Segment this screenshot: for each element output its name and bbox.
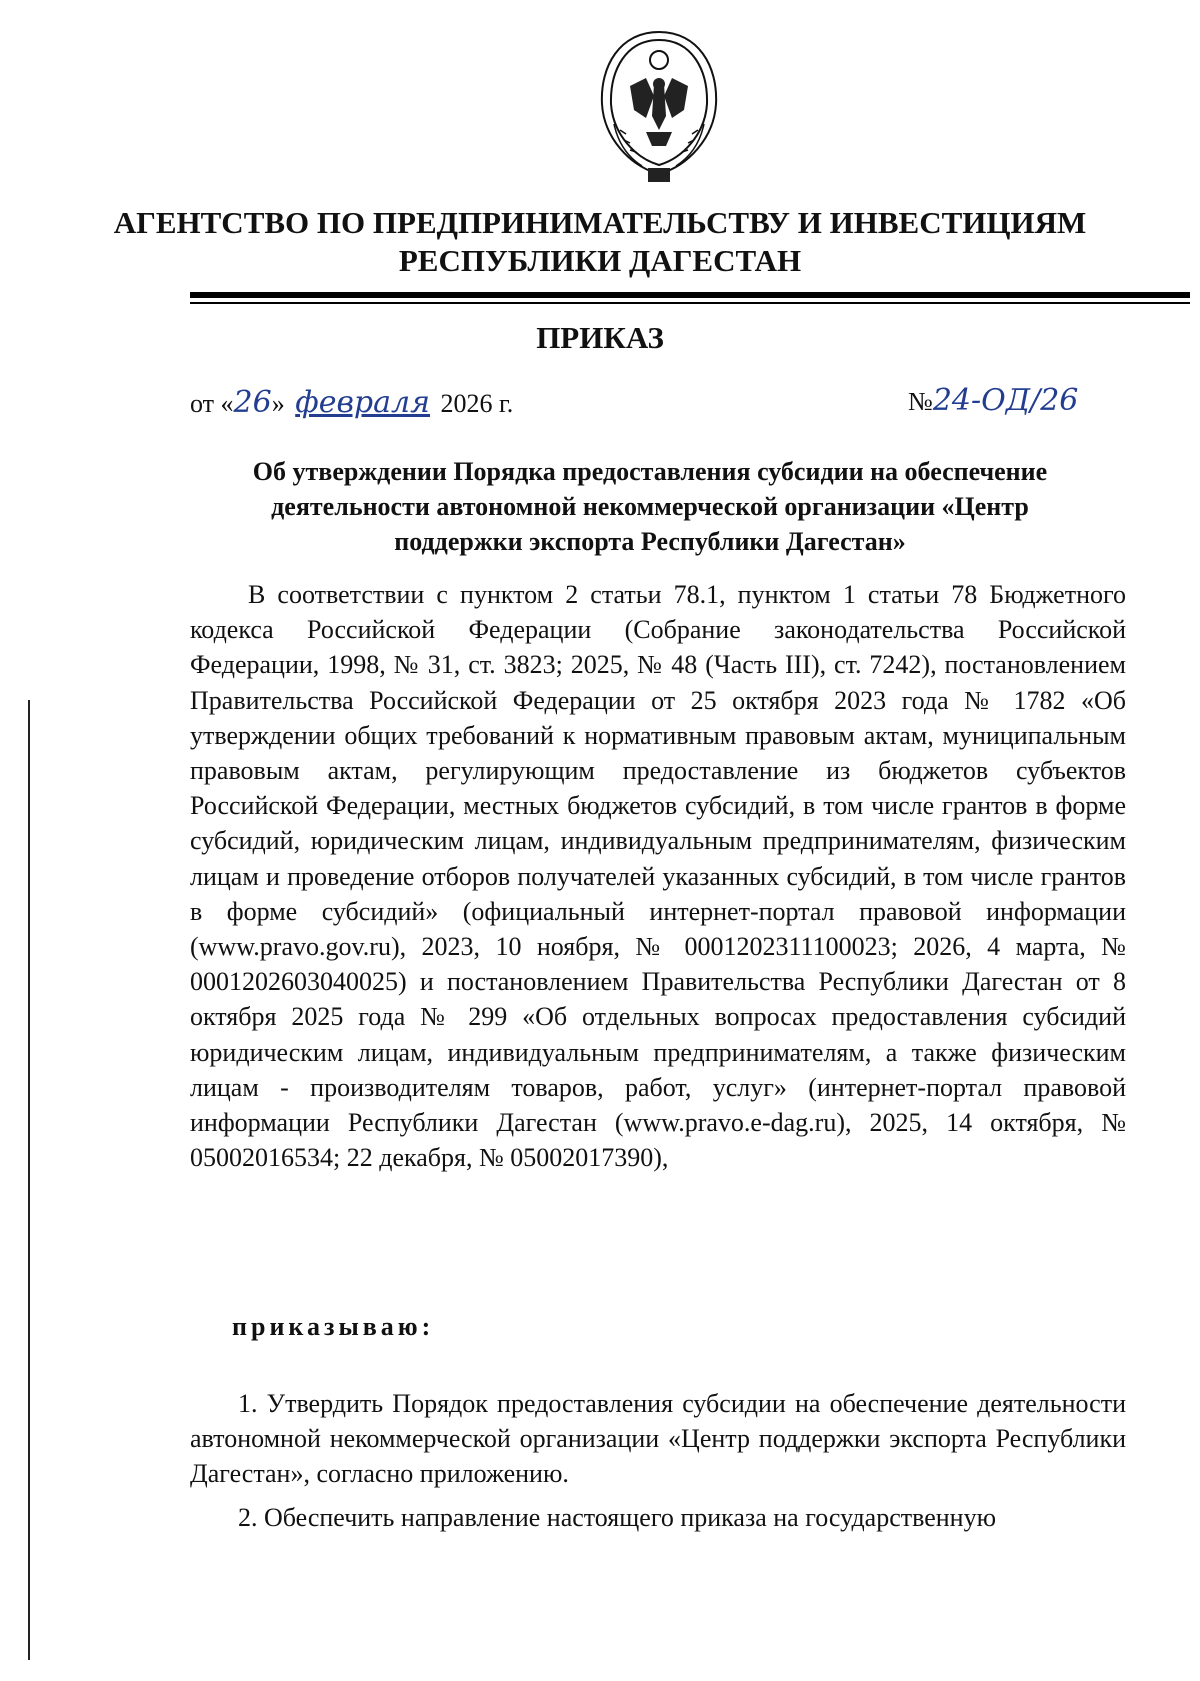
order-date: [190, 386, 513, 421]
header-rule-thick: [190, 292, 1190, 298]
agency-name-line1: АГЕНТСТВО ПО ПРЕДПРИНИМАТЕЛЬСТВУ И ИНВЕСТИЦИЯМ: [113, 205, 1087, 240]
order-heading-line3: поддержки экспорта Республики Дагестан»: [394, 527, 906, 556]
agency-name-line2: РЕСПУБЛИКИ ДАГЕСТАН: [398, 243, 802, 278]
date-day-handwritten: 26: [233, 385, 272, 420]
agency-name: [0, 204, 1200, 280]
coat-of-arms-emblem: [590, 26, 728, 186]
date-month-handwritten: февраля: [295, 385, 430, 420]
number-prefix: №: [908, 387, 933, 416]
order-number: [908, 384, 1078, 419]
preamble-paragraph: В соответствии с пунктом 2 статьи 78.1, пунктом 1 статьи 78 Бюджетного кодекса Российской Федерации (Собрание законодательства Российской Федерации, 1998, № 31, ст. 3823; 2025, № 48 (Часть III), ст. 7242), постановлением Правительства Российской Федерации от 25 октября 2023 года № 1782 «Об утверждении общих требований к нормативным правовым актам, муниципальным правовым актам, регулирующим предоставление из бюджетов субъектов Российской Федерации, местных бюджетов субсидий, в том числе грантов в форме субсидий, юридическим лицам, индивидуальным предпринимателям, физическим лицам и проведение отборов получателей указанных субсидий, в том числе грантов в форме субсидий» (официальный интернет-портал правовой информации (www.pravo.gov.ru), 2023, 10 ноября, № 0001202311100023; 2026, 4 марта, № 0001202603040025) и постановлением Правительства Республики Дагестан от 8 октября 2025 года № 299 «Об отдельных вопросах предоставления субсидий юридическим лицам, индивидуальным предпринимателям, а также физическим лицам - производителям товаров, работ, услуг» (интернет-портал правовой информации Республики Дагестан (www.pravo.e-dag.ru), 2025, 14 октября, № 05002016534; 22 декабря, № 05002017390),: [190, 580, 1126, 1173]
date-year: 2026 г.: [440, 389, 514, 418]
order-item-2: 2. Обеспечить направление настоящего приказа на государственную: [238, 1503, 997, 1532]
date-prefix: от «: [190, 389, 234, 418]
header-rule-thin: [190, 302, 1190, 304]
order-heading: [210, 454, 1090, 559]
date-mid: »: [271, 389, 285, 418]
order-item-1: 1. Утвердить Порядок предоставления субсидии на обеспечение деятельности автономной некоммерческой организации «Центр поддержки экспорта Республики Дагестан», согласно приложению.: [190, 1389, 1126, 1489]
order-heading-line1: Об утверждении Порядка предоставления субсидии на обеспечение: [252, 457, 1048, 486]
scan-margin-line: [28, 700, 30, 1660]
order-heading-line2: деятельности автономной некоммерческой организации «Центр: [271, 492, 1029, 521]
decree-word: приказываю:: [232, 1312, 435, 1341]
number-handwritten: 24-ОД/26: [932, 383, 1079, 418]
document-type-title: ПРИКАЗ: [536, 320, 664, 355]
